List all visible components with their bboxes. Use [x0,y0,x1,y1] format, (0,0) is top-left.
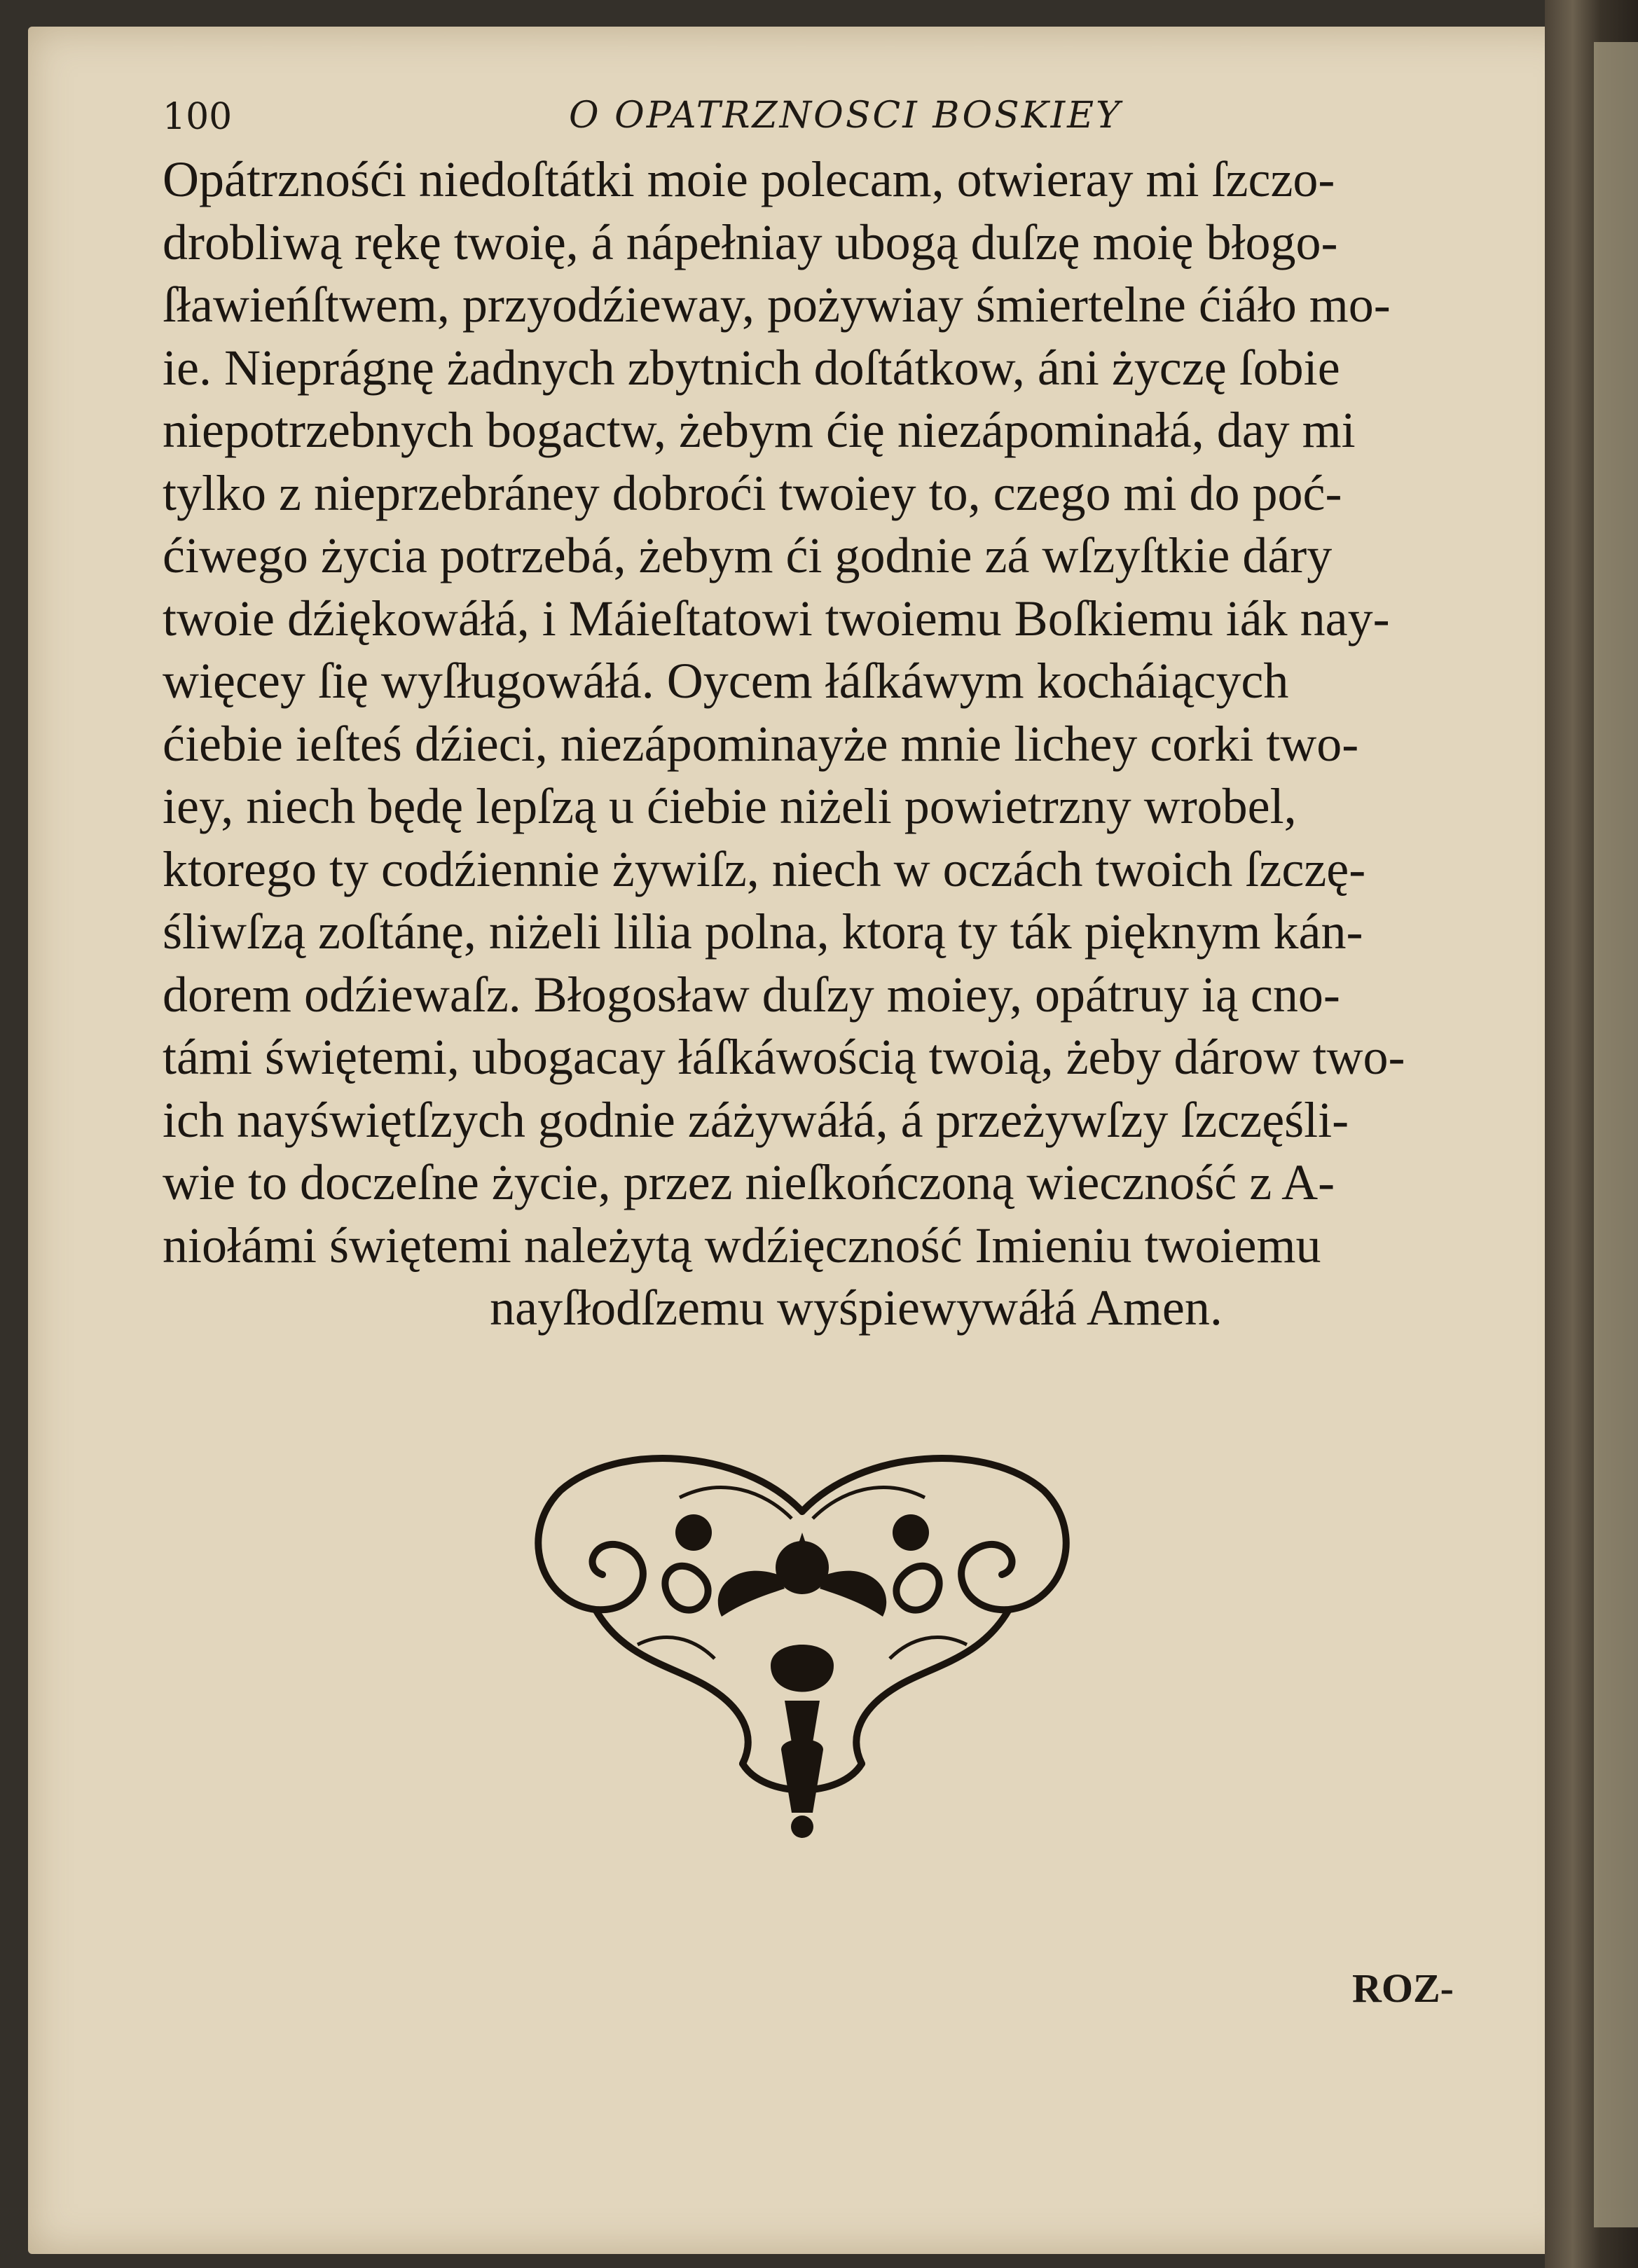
text-line: dorem odźiewaſz. Błogosław duſzy moiey, opátruy ią cno- [163,966,1340,1023]
text-line: támi świętemi, ubogacay łáſkáwością twoią, żeby dárow two- [163,1029,1405,1085]
text-line: drobliwą rękę twoię, á nápełniay ubogą duſzę moię błogo- [163,214,1338,270]
text-line: ſławieńſtwem, przyodźieway, pożywiay śmiertelne ćiáło mo- [163,277,1391,333]
page-header [163,81,1550,144]
text-line: śliwſzą zoſtánę, niżeli lilia polna, ktorą ty ták pięknym kán- [163,904,1363,960]
woodcut-tailpiece-ornament [511,1434,1093,1841]
text-line: niołámi świętemi należytą wdźięczność Imieniu twoiemu [163,1217,1321,1273]
text-line: ktorego ty codźiennie żywiſz, niech w oczách twoich ſzczę- [163,841,1366,897]
text-line: wie to doczeſne życie, przez nieſkończoną wieczność z A- [163,1154,1335,1210]
text-line-final: nayſłodſzemu wyśpiewywáłá Amen. [490,1280,1223,1336]
text-line: więcey ſię wyſługowáłá. Oycem łáſkáwym kocháiących [163,653,1289,709]
book-gutter [1545,0,1638,2268]
text-line: ćiwego życia potrzebá, żebym ći godnie zá wſzyſtkie dáry [163,527,1333,583]
text-line: ich nayświętſzych godnie záżywáłá, á przeżywſzy ſzczęśli- [163,1091,1349,1148]
prayer-text [163,148,1550,1340]
page-number: 100 [163,96,233,138]
catchword: ROZ- [1352,1965,1454,2011]
facing-page-edge [1594,42,1638,2227]
text-line: Opátrznośći niedoſtátki moie polecam, otwieray mi ſzczo- [163,151,1335,207]
text-line: twoie dźiękowáłá, i Máieſtatowi twoiemu Boſkiemu iák nay- [163,590,1390,646]
running-title: O OPATRZNOSCI BOSKIEY [569,95,1122,137]
text-line: niepotrzebnych bogactw, żebym ćię niezápominałá, day mi [163,402,1356,458]
text-line: ćiebie ieſteś dźieci, niezápominayże mnie lichey corki two- [163,715,1359,772]
text-line: tylko z nieprzebráney dobroći twoiey to, czego mi do poć- [163,464,1342,521]
text-line: iey, niech będę lepſzą u ćiebie niżeli powietrzny wrobel, [163,778,1297,834]
text-line: ie. Nieprágnę żadnych zbytnich doſtátkow, áni życzę ſobie [163,339,1340,396]
